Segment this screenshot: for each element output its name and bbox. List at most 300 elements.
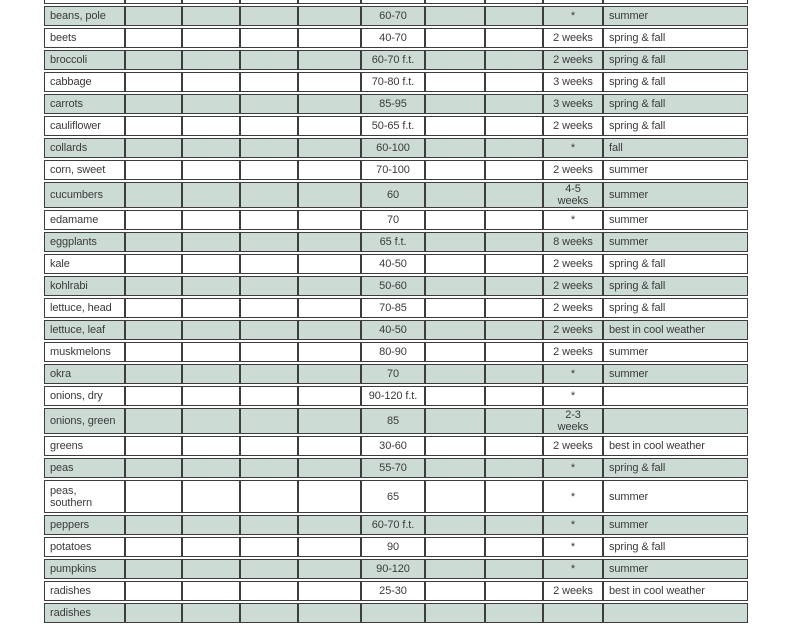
cell-empty-2 <box>182 254 240 274</box>
cell-name: cabbage <box>44 72 125 92</box>
cell-name: greens <box>44 436 125 456</box>
cell-empty-1 <box>125 537 182 557</box>
table-row <box>44 116 748 136</box>
cell-empty-3 <box>240 50 298 70</box>
cell-empty-6 <box>485 480 543 513</box>
cell-days: 55-70 <box>361 458 425 478</box>
cell-season: spring & fall <box>603 458 748 478</box>
table-row <box>44 581 748 601</box>
cell-weeks: 2 weeks <box>543 50 603 70</box>
cell-empty-6 <box>485 116 543 136</box>
table-row <box>44 276 748 296</box>
cell-empty-3 <box>240 0 298 4</box>
cell-season: spring & fall <box>603 94 748 114</box>
cell-name: peas, southern <box>44 480 125 513</box>
cell-name: cauliflower <box>44 116 125 136</box>
cell-season <box>603 408 748 434</box>
table-row <box>44 298 748 318</box>
cell-name: eggplants <box>44 232 125 252</box>
cell-empty-5 <box>425 386 485 406</box>
cell-empty-1 <box>125 232 182 252</box>
cell-season: spring & fall <box>603 116 748 136</box>
cell-empty-5 <box>425 160 485 180</box>
cell-empty-2 <box>182 408 240 434</box>
cell-name: radishes <box>44 603 125 623</box>
cell-empty-4 <box>298 0 361 4</box>
cell-empty-3 <box>240 232 298 252</box>
cell-weeks: 2 weeks <box>543 581 603 601</box>
cell-empty-3 <box>240 436 298 456</box>
cell-empty-2 <box>182 72 240 92</box>
cell-empty-3 <box>240 160 298 180</box>
cell-season: best in cool weather <box>603 320 748 340</box>
cell-season: spring & fall <box>603 28 748 48</box>
cell-season <box>603 0 748 4</box>
cell-empty-1 <box>125 138 182 158</box>
cell-empty-4 <box>298 72 361 92</box>
cell-empty-2 <box>182 320 240 340</box>
cell-empty-3 <box>240 94 298 114</box>
cell-empty-1 <box>125 559 182 579</box>
cell-empty-5 <box>425 116 485 136</box>
cell-days: 65 f.t. <box>361 232 425 252</box>
cell-days: 90-120 <box>361 559 425 579</box>
cell-name: edamame <box>44 210 125 230</box>
cell-empty-3 <box>240 320 298 340</box>
cell-name: beans, pole <box>44 6 125 26</box>
cell-empty-4 <box>298 94 361 114</box>
cell-empty-3 <box>240 6 298 26</box>
cell-empty-2 <box>182 94 240 114</box>
cell-empty-4 <box>298 581 361 601</box>
cell-season: fall <box>603 138 748 158</box>
cell-name: peas <box>44 458 125 478</box>
cell-empty-1 <box>125 480 182 513</box>
cell-empty-5 <box>425 298 485 318</box>
cell-empty-2 <box>182 515 240 535</box>
table-row <box>44 480 748 513</box>
cell-empty-6 <box>485 537 543 557</box>
cell-empty-3 <box>240 182 298 208</box>
cell-empty-2 <box>182 436 240 456</box>
cell-empty-4 <box>298 160 361 180</box>
cell-empty-3 <box>240 458 298 478</box>
cell-empty-2 <box>182 276 240 296</box>
cell-empty-6 <box>485 386 543 406</box>
cell-empty-4 <box>298 298 361 318</box>
cell-season: summer <box>603 6 748 26</box>
table-row <box>44 182 748 208</box>
cell-weeks: 2 weeks <box>543 116 603 136</box>
cell-empty-3 <box>240 386 298 406</box>
cell-empty-6 <box>485 436 543 456</box>
table-row <box>44 210 748 230</box>
cell-weeks: * <box>543 537 603 557</box>
cell-empty-4 <box>298 480 361 513</box>
cell-name: carrots <box>44 94 125 114</box>
cell-empty-1 <box>125 116 182 136</box>
cell-empty-5 <box>425 480 485 513</box>
cell-days: 90 <box>361 537 425 557</box>
cell-name: onions, dry <box>44 386 125 406</box>
table-row <box>44 559 748 579</box>
cell-season: summer <box>603 364 748 384</box>
cell-weeks: 8 weeks <box>543 232 603 252</box>
cell-empty-4 <box>298 364 361 384</box>
cell-days: 40-50 <box>361 320 425 340</box>
cell-empty-5 <box>425 6 485 26</box>
cell-empty-1 <box>125 182 182 208</box>
cell-empty-1 <box>125 0 182 4</box>
cell-empty-1 <box>125 436 182 456</box>
cell-empty-2 <box>182 537 240 557</box>
cell-season: summer <box>603 182 748 208</box>
cell-empty-4 <box>298 559 361 579</box>
cell-weeks: 2 weeks <box>543 320 603 340</box>
cell-empty-6 <box>485 581 543 601</box>
cell-empty-6 <box>485 342 543 362</box>
cell-weeks: * <box>543 386 603 406</box>
cell-empty-6 <box>485 232 543 252</box>
cell-empty-3 <box>240 210 298 230</box>
cell-empty-2 <box>182 458 240 478</box>
cell-empty-1 <box>125 94 182 114</box>
cell-empty-3 <box>240 480 298 513</box>
cell-empty-1 <box>125 515 182 535</box>
cell-weeks: * <box>543 458 603 478</box>
cell-empty-3 <box>240 603 298 623</box>
cell-days: 85-95 <box>361 94 425 114</box>
cell-days: 50-60 <box>361 276 425 296</box>
cell-empty-2 <box>182 364 240 384</box>
planting-table <box>44 0 748 625</box>
cell-empty-1 <box>125 364 182 384</box>
cell-empty-3 <box>240 408 298 434</box>
cell-empty-5 <box>425 50 485 70</box>
cell-empty-6 <box>485 0 543 4</box>
cell-days: 60-100 <box>361 138 425 158</box>
cell-empty-6 <box>485 94 543 114</box>
cell-empty-4 <box>298 515 361 535</box>
cell-empty-2 <box>182 232 240 252</box>
cell-empty-3 <box>240 116 298 136</box>
cell-days <box>361 603 425 623</box>
cell-empty-6 <box>485 50 543 70</box>
table-row <box>44 364 748 384</box>
cell-days: 50-65 f.t. <box>361 116 425 136</box>
cell-empty-4 <box>298 276 361 296</box>
cell-name: muskmelons <box>44 342 125 362</box>
cell-empty-6 <box>485 160 543 180</box>
cell-weeks: 2-3 weeks <box>543 408 603 434</box>
cell-empty-1 <box>125 72 182 92</box>
cell-season <box>603 603 748 623</box>
cell-name: kale <box>44 254 125 274</box>
cell-empty-2 <box>182 581 240 601</box>
cell-empty-1 <box>125 28 182 48</box>
cell-weeks: 2 weeks <box>543 254 603 274</box>
cell-weeks: 3 weeks <box>543 72 603 92</box>
cell-name: pumpkins <box>44 559 125 579</box>
cell-days: 70-80 f.t. <box>361 72 425 92</box>
cell-empty-6 <box>485 6 543 26</box>
cell-empty-2 <box>182 480 240 513</box>
table-row <box>44 515 748 535</box>
cell-empty-5 <box>425 182 485 208</box>
cell-days: 85 <box>361 408 425 434</box>
cell-weeks: 4-5 weeks <box>543 182 603 208</box>
cell-weeks: * <box>543 210 603 230</box>
cell-season: summer <box>603 559 748 579</box>
cell-empty-2 <box>182 386 240 406</box>
cell-empty-3 <box>240 515 298 535</box>
cell-empty-6 <box>485 28 543 48</box>
cell-empty-5 <box>425 320 485 340</box>
cell-weeks: 3 weeks <box>543 94 603 114</box>
cell-season: spring & fall <box>603 72 748 92</box>
cell-empty-3 <box>240 28 298 48</box>
cell-season: spring & fall <box>603 50 748 70</box>
cell-empty-4 <box>298 603 361 623</box>
cell-name: kohlrabi <box>44 276 125 296</box>
table-row <box>44 603 748 623</box>
cell-empty-2 <box>182 210 240 230</box>
cell-empty-5 <box>425 364 485 384</box>
table-row <box>44 0 748 4</box>
cell-empty-1 <box>125 298 182 318</box>
table-row <box>44 436 748 456</box>
cell-name: collards <box>44 138 125 158</box>
cell-weeks: 2 weeks <box>543 436 603 456</box>
cell-empty-4 <box>298 254 361 274</box>
cell-empty-5 <box>425 138 485 158</box>
table-row <box>44 254 748 274</box>
veg-table-body <box>44 0 748 623</box>
cell-empty-1 <box>125 50 182 70</box>
cell-name <box>44 0 125 4</box>
cell-empty-4 <box>298 458 361 478</box>
cell-weeks: * <box>543 364 603 384</box>
cell-days: 60 <box>361 182 425 208</box>
cell-empty-5 <box>425 408 485 434</box>
cell-season: best in cool weather <box>603 436 748 456</box>
cell-empty-5 <box>425 254 485 274</box>
cell-empty-2 <box>182 0 240 4</box>
cell-empty-4 <box>298 6 361 26</box>
cell-weeks: * <box>543 480 603 513</box>
table-row <box>44 138 748 158</box>
cell-name: broccoli <box>44 50 125 70</box>
cell-empty-5 <box>425 72 485 92</box>
table-row <box>44 342 748 362</box>
cell-empty-3 <box>240 342 298 362</box>
cell-weeks <box>543 0 603 4</box>
cell-season: spring & fall <box>603 298 748 318</box>
cell-days: 60-70 f.t. <box>361 515 425 535</box>
cell-days: 80-90 <box>361 342 425 362</box>
cell-name: corn, sweet <box>44 160 125 180</box>
table-row <box>44 28 748 48</box>
cell-empty-4 <box>298 182 361 208</box>
table-row <box>44 232 748 252</box>
table-row <box>44 6 748 26</box>
cell-weeks: 2 weeks <box>543 298 603 318</box>
cell-empty-5 <box>425 94 485 114</box>
cell-empty-4 <box>298 50 361 70</box>
cell-empty-1 <box>125 320 182 340</box>
table-row <box>44 320 748 340</box>
cell-empty-1 <box>125 160 182 180</box>
cell-empty-6 <box>485 364 543 384</box>
cell-empty-3 <box>240 298 298 318</box>
cell-empty-6 <box>485 559 543 579</box>
cell-empty-4 <box>298 320 361 340</box>
cell-empty-5 <box>425 232 485 252</box>
cell-empty-2 <box>182 342 240 362</box>
cell-days: 60-70 <box>361 6 425 26</box>
cell-empty-3 <box>240 276 298 296</box>
cell-empty-6 <box>485 515 543 535</box>
cell-empty-1 <box>125 408 182 434</box>
cell-empty-3 <box>240 559 298 579</box>
cell-season: spring & fall <box>603 276 748 296</box>
cell-empty-6 <box>485 603 543 623</box>
cell-empty-4 <box>298 537 361 557</box>
cell-name: onions, green <box>44 408 125 434</box>
cell-season <box>603 386 748 406</box>
cell-empty-5 <box>425 276 485 296</box>
cell-empty-4 <box>298 210 361 230</box>
cell-empty-6 <box>485 276 543 296</box>
cell-empty-6 <box>485 210 543 230</box>
table-row <box>44 160 748 180</box>
cell-empty-1 <box>125 254 182 274</box>
table-row <box>44 50 748 70</box>
cell-days: 40-50 <box>361 254 425 274</box>
cell-empty-2 <box>182 6 240 26</box>
cell-empty-5 <box>425 0 485 4</box>
cell-empty-5 <box>425 342 485 362</box>
cell-empty-4 <box>298 408 361 434</box>
cell-season: summer <box>603 210 748 230</box>
cell-empty-6 <box>485 138 543 158</box>
cell-empty-6 <box>485 408 543 434</box>
cell-empty-5 <box>425 537 485 557</box>
cell-name: lettuce, leaf <box>44 320 125 340</box>
table-row <box>44 72 748 92</box>
cell-days: 90-120 f.t. <box>361 386 425 406</box>
cell-weeks: 2 weeks <box>543 276 603 296</box>
cell-empty-2 <box>182 160 240 180</box>
cell-empty-5 <box>425 436 485 456</box>
cell-empty-3 <box>240 138 298 158</box>
cell-empty-1 <box>125 603 182 623</box>
cell-name: potatoes <box>44 537 125 557</box>
cell-empty-6 <box>485 458 543 478</box>
cell-empty-2 <box>182 182 240 208</box>
cell-weeks: 2 weeks <box>543 28 603 48</box>
cell-season: summer <box>603 480 748 513</box>
table-row <box>44 458 748 478</box>
cell-season: summer <box>603 160 748 180</box>
cell-name: radishes <box>44 581 125 601</box>
cell-empty-2 <box>182 116 240 136</box>
cell-season: summer <box>603 232 748 252</box>
cell-season: best in cool weather <box>603 581 748 601</box>
cell-days: 70-100 <box>361 160 425 180</box>
cell-empty-3 <box>240 72 298 92</box>
cell-weeks: 2 weeks <box>543 342 603 362</box>
cell-empty-4 <box>298 116 361 136</box>
cell-empty-4 <box>298 436 361 456</box>
table-row <box>44 408 748 434</box>
cell-days <box>361 0 425 4</box>
cell-empty-5 <box>425 458 485 478</box>
cell-days: 30-60 <box>361 436 425 456</box>
cell-empty-5 <box>425 210 485 230</box>
cell-weeks: * <box>543 559 603 579</box>
cell-empty-1 <box>125 276 182 296</box>
cell-empty-2 <box>182 603 240 623</box>
cell-empty-1 <box>125 386 182 406</box>
cell-empty-2 <box>182 50 240 70</box>
cell-season: spring & fall <box>603 537 748 557</box>
cell-empty-6 <box>485 320 543 340</box>
cell-empty-2 <box>182 559 240 579</box>
cell-name: lettuce, head <box>44 298 125 318</box>
cell-empty-4 <box>298 28 361 48</box>
cell-empty-5 <box>425 603 485 623</box>
cell-empty-6 <box>485 182 543 208</box>
cell-empty-4 <box>298 386 361 406</box>
cell-empty-1 <box>125 6 182 26</box>
cell-empty-3 <box>240 537 298 557</box>
cell-name: beets <box>44 28 125 48</box>
cell-name: cucumbers <box>44 182 125 208</box>
cell-empty-4 <box>298 342 361 362</box>
cell-empty-2 <box>182 28 240 48</box>
cell-weeks: 2 weeks <box>543 160 603 180</box>
cell-empty-6 <box>485 298 543 318</box>
cell-days: 70-85 <box>361 298 425 318</box>
cell-empty-3 <box>240 581 298 601</box>
table-row <box>44 386 748 406</box>
cell-empty-2 <box>182 298 240 318</box>
cell-season: spring & fall <box>603 254 748 274</box>
cell-days: 70 <box>361 364 425 384</box>
cell-name: okra <box>44 364 125 384</box>
cell-empty-5 <box>425 515 485 535</box>
cell-empty-1 <box>125 210 182 230</box>
table-row <box>44 537 748 557</box>
cell-empty-5 <box>425 28 485 48</box>
cell-season: summer <box>603 342 748 362</box>
cell-weeks <box>543 603 603 623</box>
cell-empty-5 <box>425 581 485 601</box>
cell-empty-2 <box>182 138 240 158</box>
cell-empty-6 <box>485 254 543 274</box>
cell-days: 70 <box>361 210 425 230</box>
cell-empty-3 <box>240 364 298 384</box>
cell-days: 25-30 <box>361 581 425 601</box>
cell-season: summer <box>603 515 748 535</box>
cell-days: 40-70 <box>361 28 425 48</box>
table-row <box>44 94 748 114</box>
cell-empty-1 <box>125 342 182 362</box>
cell-empty-4 <box>298 232 361 252</box>
cell-empty-6 <box>485 72 543 92</box>
cell-empty-3 <box>240 254 298 274</box>
